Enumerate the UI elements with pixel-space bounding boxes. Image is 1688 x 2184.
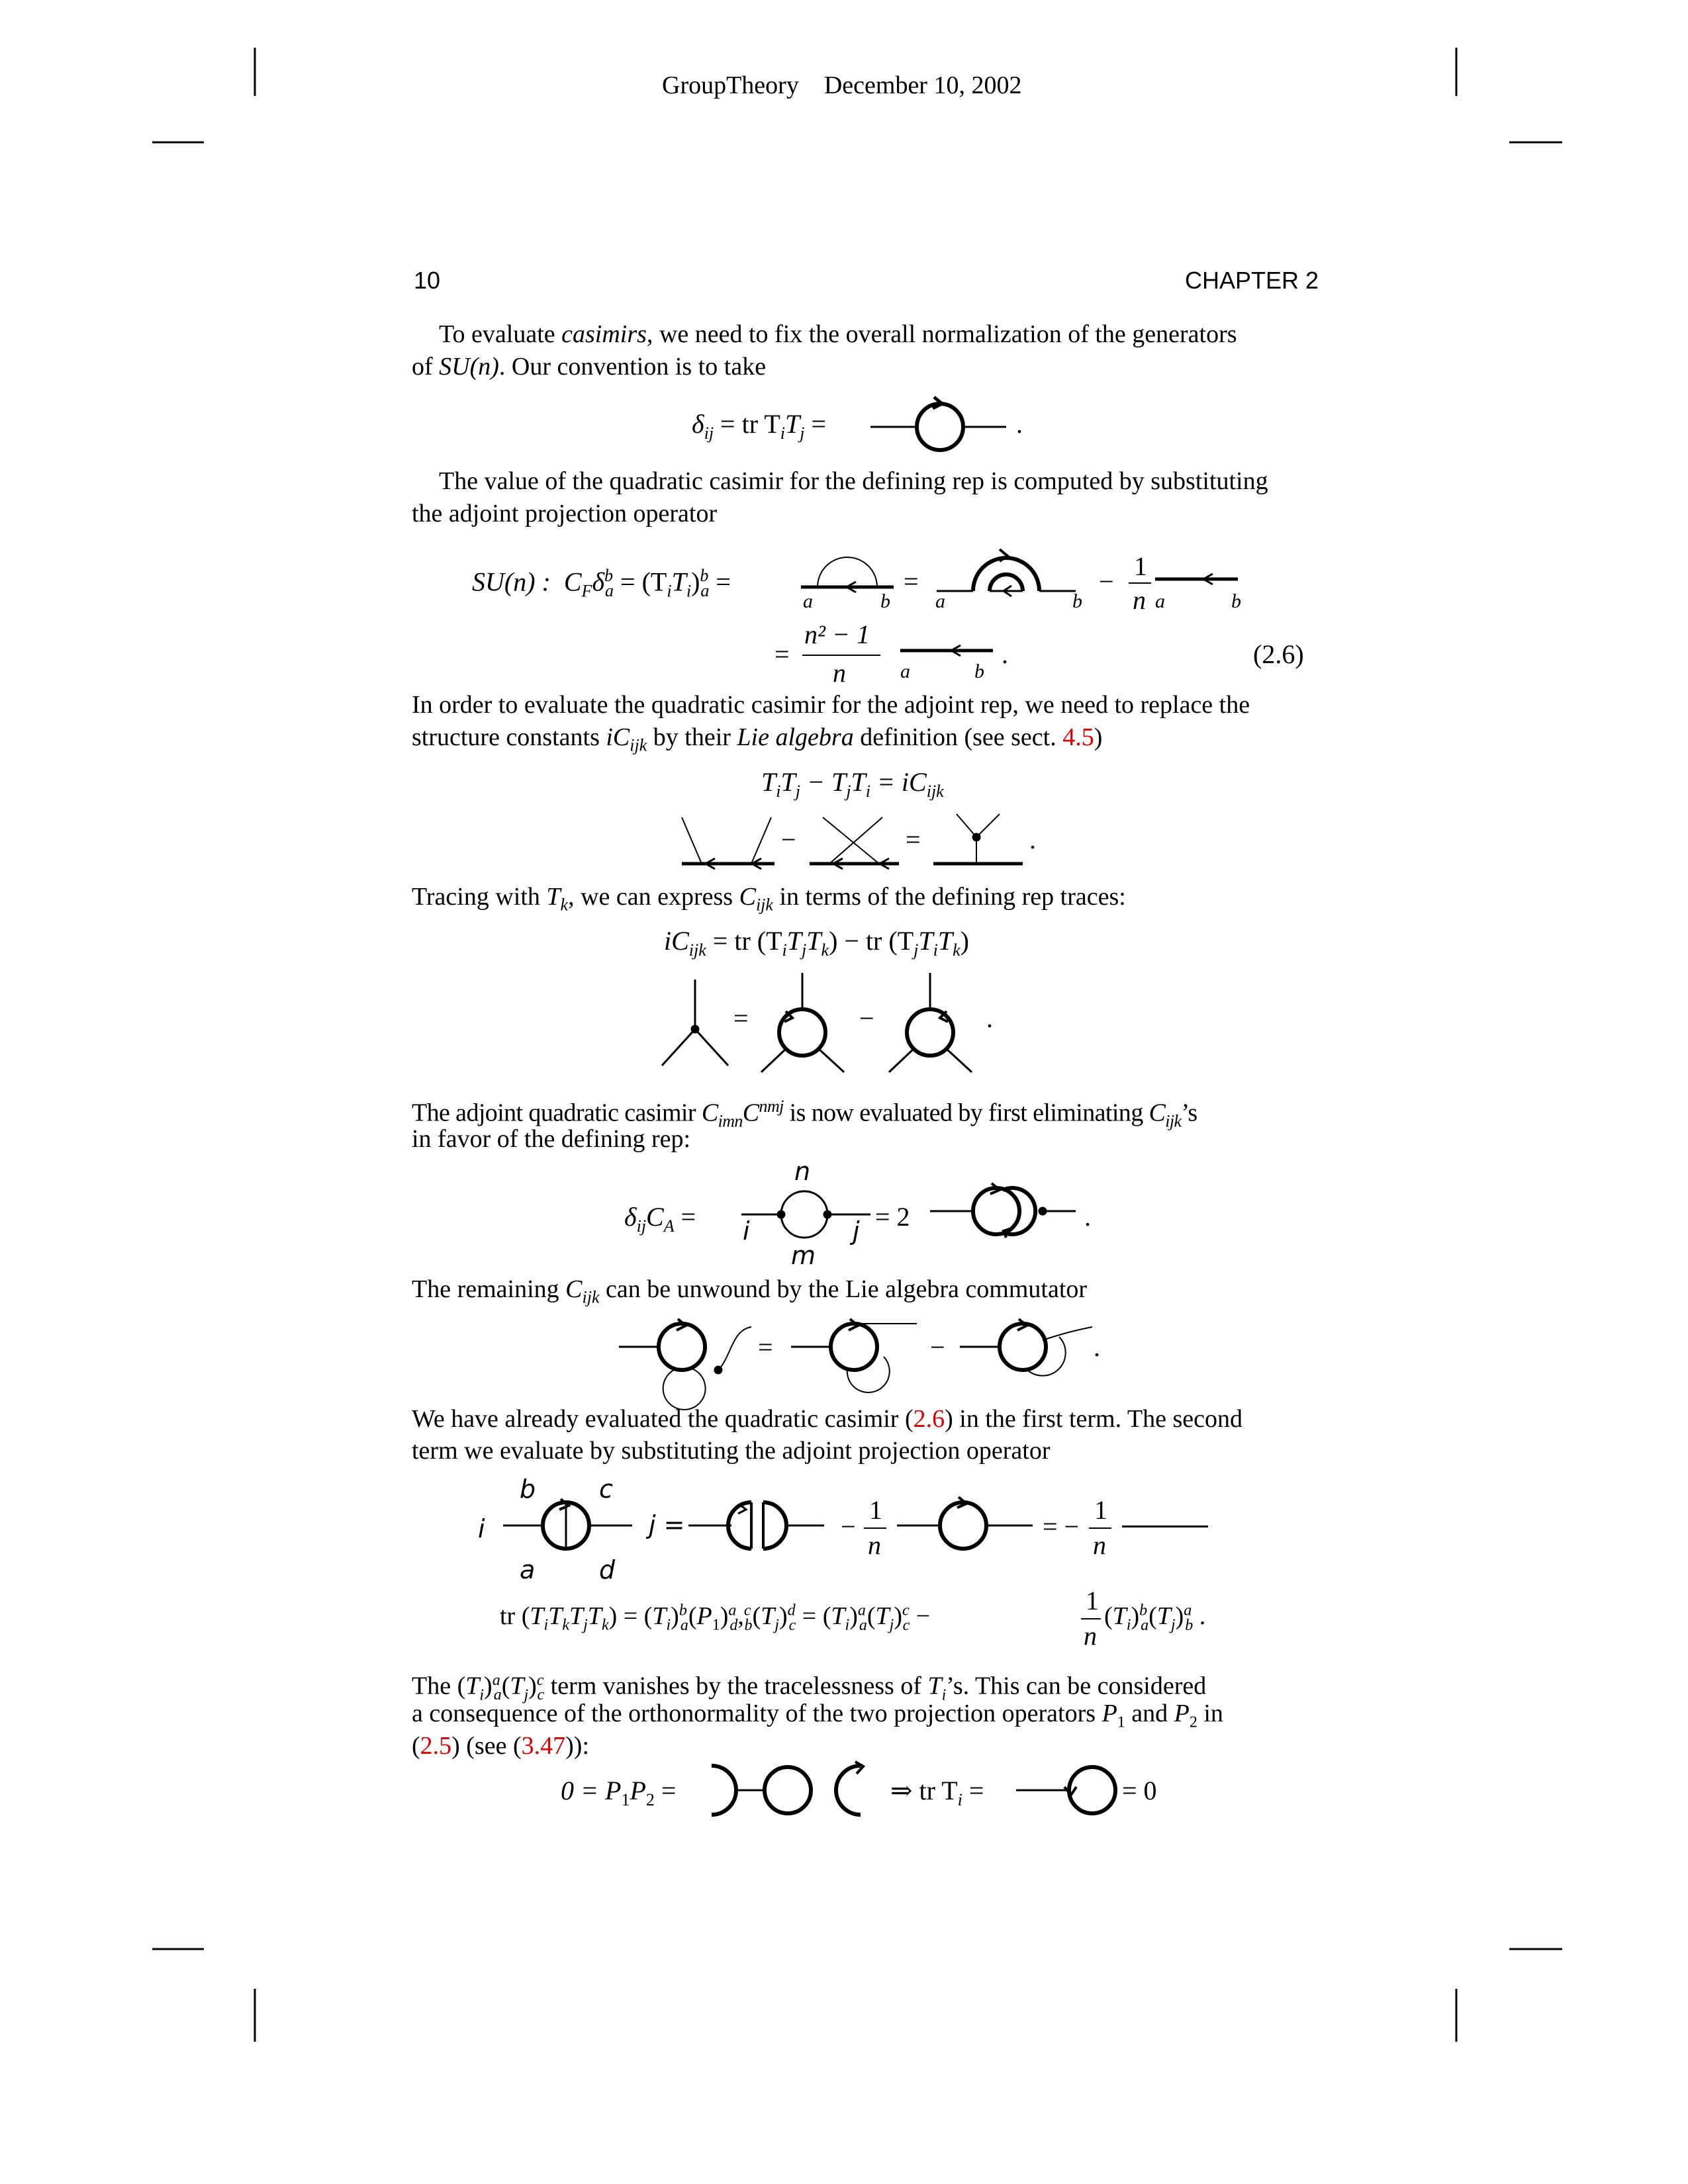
commutator-diagram-dot: . bbox=[1029, 825, 1036, 854]
trace-vertex-diagram bbox=[659, 976, 731, 1069]
ap-diagram-1 bbox=[500, 1499, 635, 1552]
ca-label-m: m bbox=[791, 1241, 816, 1270]
cf-equals-2: = bbox=[904, 567, 919, 596]
result-end-dot: . bbox=[1002, 639, 1008, 669]
trace-equation: $iC_{ijk}$ = tr $(T_iT_jT_k)$ − tr $(T_jT_iT_k)$ bbox=[664, 926, 969, 960]
ap-fraction2-bar bbox=[1089, 1527, 1111, 1529]
result-equals: = bbox=[774, 639, 790, 669]
trace-diagram-minus: − bbox=[859, 1003, 874, 1033]
chapter-label: CHAPTER 2 bbox=[1185, 267, 1319, 294]
trace-loop-diagram-1 bbox=[758, 970, 847, 1069]
cf-diagram-3 bbox=[1152, 569, 1241, 589]
paragraph-7-line-1: We have already evaluated the quadratic casimir (2.6) in the first term. The second bbox=[412, 1405, 1243, 1433]
ref-eq-3-47[interactable]: 3.47 bbox=[521, 1732, 566, 1760]
cf-diagram-1-label-a: a bbox=[803, 590, 813, 612]
ap-minus: − bbox=[841, 1512, 856, 1541]
ref-eq-2-5[interactable]: 2.5 bbox=[420, 1732, 452, 1760]
paragraph-1-line-1: To evaluate casimirs, we need to fix the overall normalization of the generators bbox=[439, 320, 1237, 348]
commutator-diagram-minus: − bbox=[781, 825, 796, 854]
commutator-diagram-3 bbox=[930, 807, 1026, 870]
paragraph-7-line-2: term we evaluate by substituting the adjoint projection operator bbox=[412, 1437, 1051, 1465]
cf-diagram-2-label-a: a bbox=[935, 590, 945, 612]
trace-zero-loop-diagram bbox=[1013, 1760, 1119, 1820]
cf-fraction-bar bbox=[1129, 582, 1151, 584]
trace-identity-tail: $(T_i)^b_a(T_j)^a_b$ . bbox=[1104, 1602, 1206, 1634]
paragraph-4: Tracing with $T_k$, we can express $C_{ijk}$ in terms of the defining rep traces: bbox=[412, 883, 1126, 915]
cf-diagram-2-label-b: b bbox=[1072, 590, 1082, 612]
ca-equals-2: = 2 bbox=[875, 1202, 910, 1232]
paragraph-1-line-2: of SU(n). Our convention is to take bbox=[412, 353, 767, 381]
ap-fraction-bar bbox=[864, 1527, 886, 1529]
orthonormality-diagram bbox=[708, 1760, 907, 1820]
trace-identity-frac-num: 1 bbox=[1086, 1586, 1099, 1615]
ca-label-j: j bbox=[853, 1216, 860, 1246]
ref-sect-4-5[interactable]: 4.5 bbox=[1062, 723, 1094, 751]
ap-label-b: b bbox=[520, 1475, 536, 1504]
paragraph-5-line-1: The adjoint quadratic casimir $C_{imn}C^{nmj}$ is now evaluated by first eliminating $C_{ijk}’s$ bbox=[412, 1097, 1197, 1131]
cf-diagram-3-label-b: b bbox=[1231, 590, 1241, 612]
ap-equals-minus: = − bbox=[1043, 1512, 1080, 1541]
normalization-equation: $\delta_{ij}$ = tr $T_iT_j$ = bbox=[692, 409, 827, 443]
ap-label-a: a bbox=[520, 1555, 536, 1584]
ap-diagram-3 bbox=[894, 1497, 1036, 1550]
cf-diagram-1 bbox=[798, 553, 897, 592]
ap-fraction-denominator: n bbox=[868, 1530, 881, 1560]
orthonormality-implies: ⇒ tr $T_i$ = bbox=[890, 1776, 984, 1809]
cf-diagram-3-label-a: a bbox=[1155, 590, 1165, 612]
trace-diagram-equals: = bbox=[733, 1003, 749, 1033]
cf-equation-lhs: SU(n) : $C_F\delta^b_a = (T_iT_i)^b_a$ = bbox=[472, 566, 731, 601]
normalization-loop-diagram bbox=[870, 397, 1009, 457]
paragraph-2-line-1: The value of the quadratic casimir for the defining rep is computed by substituting bbox=[439, 467, 1268, 495]
result-denominator: n bbox=[833, 658, 846, 688]
paragraph-8-line-2: a consequence of the orthonormality of the two projection operators $P_1$ and $P_2$ in bbox=[412, 1700, 1223, 1731]
ap-diagram-2 bbox=[685, 1499, 827, 1552]
ca-loop-diagram bbox=[927, 1178, 1079, 1244]
ca-end-dot: . bbox=[1084, 1202, 1091, 1232]
ap-plain-line bbox=[1122, 1525, 1208, 1527]
ap-label-d: d bbox=[599, 1555, 616, 1584]
ap-fraction2-denominator: n bbox=[1093, 1530, 1106, 1560]
trace-loop-diagram-2 bbox=[886, 970, 975, 1069]
orthonormality-end: = 0 bbox=[1122, 1776, 1157, 1805]
ca-equation-lhs: $\delta_{ij}C_A$ = bbox=[624, 1202, 696, 1236]
cf-fraction-numerator: 1 bbox=[1134, 551, 1147, 581]
orthonormality-lhs: $0 = P_1P_2$ = bbox=[561, 1776, 677, 1809]
paragraph-3-line-2: structure constants $iC_{ijk}$ by their Lie algebra definition (see sect. 4.5) bbox=[412, 723, 1103, 755]
casimirs-term: casimirs bbox=[561, 320, 647, 348]
commutator-diagram-2 bbox=[806, 811, 902, 870]
cf-diagram-1-label-b: b bbox=[880, 590, 890, 612]
running-head-date: December 10, 2002 bbox=[823, 71, 1022, 99]
commutator-equation: $T_iT_j - T_jT_i = iC_{ijk}$ bbox=[761, 767, 944, 801]
commutator-diagram-equals: = bbox=[906, 825, 921, 854]
page-number: 10 bbox=[414, 267, 441, 294]
trace-identity-frac-bar bbox=[1081, 1618, 1101, 1619]
trace-identity-line: tr $(T_iT_kT_jT_k) = (T_i)^b_a(P_1)^a_d,^c_b(T_j)^d_c = (T_i)^a_a(T_j)^c_c$ − bbox=[500, 1602, 931, 1634]
trace-diagram-dot: . bbox=[986, 1003, 993, 1033]
ref-eq-2-6[interactable]: 2.6 bbox=[913, 1405, 945, 1433]
ap-fraction2-numerator: 1 bbox=[1094, 1495, 1107, 1525]
unwind-diagram-1 bbox=[616, 1317, 758, 1387]
unwind-diagram-3 bbox=[957, 1317, 1099, 1387]
unwind-equals: = bbox=[758, 1332, 773, 1362]
paragraph-2-line-2: the adjoint projection operator bbox=[412, 500, 718, 527]
trace-identity-frac-den: n bbox=[1084, 1621, 1097, 1651]
result-fraction-bar bbox=[802, 655, 880, 656]
ca-label-i: i bbox=[743, 1216, 750, 1246]
paragraph-8-line-3: (2.5) (see (3.47)): bbox=[412, 1732, 590, 1760]
unwind-end-dot: . bbox=[1094, 1332, 1100, 1362]
normalization-end-dot: . bbox=[1016, 409, 1023, 439]
result-diagram-label-a: a bbox=[900, 660, 910, 682]
ca-label-n: n bbox=[794, 1157, 811, 1186]
result-diagram bbox=[897, 641, 996, 660]
paragraph-6: The remaining $C_{ijk}$ can be unwound by the Lie algebra commutator bbox=[412, 1275, 1088, 1307]
running-head bbox=[662, 69, 1021, 101]
commutator-diagram-1 bbox=[679, 811, 778, 870]
unwind-minus: − bbox=[930, 1332, 945, 1362]
result-diagram-label-b: b bbox=[974, 660, 984, 682]
result-numerator: n² − 1 bbox=[804, 619, 870, 649]
cf-fraction-denominator: n bbox=[1133, 585, 1146, 615]
running-head-title: GroupTheory bbox=[662, 71, 799, 99]
ap-fraction-numerator: 1 bbox=[869, 1495, 882, 1525]
paragraph-3-line-1: In order to evaluate the quadratic casimir for the adjoint rep, we need to replace the bbox=[412, 691, 1250, 719]
paragraph-8-line-1: The $(T_i)^a_a(T_j)^c_c$ term vanishes by the tracelessness of $T_i’s$. This can be considered bbox=[412, 1672, 1207, 1704]
cf-diagram-2 bbox=[933, 539, 1079, 596]
ap-label-i: i bbox=[478, 1514, 485, 1543]
ap-label-j-equals: j = bbox=[649, 1510, 685, 1539]
ca-bubble-diagram bbox=[738, 1188, 874, 1241]
equation-number-2-6: (2.6) bbox=[1253, 639, 1304, 669]
cf-minus: − bbox=[1099, 567, 1114, 596]
ap-label-c: c bbox=[599, 1475, 613, 1504]
paragraph-5-line-2: in favor of the defining rep: bbox=[412, 1125, 691, 1153]
unwind-diagram-2 bbox=[788, 1317, 920, 1393]
